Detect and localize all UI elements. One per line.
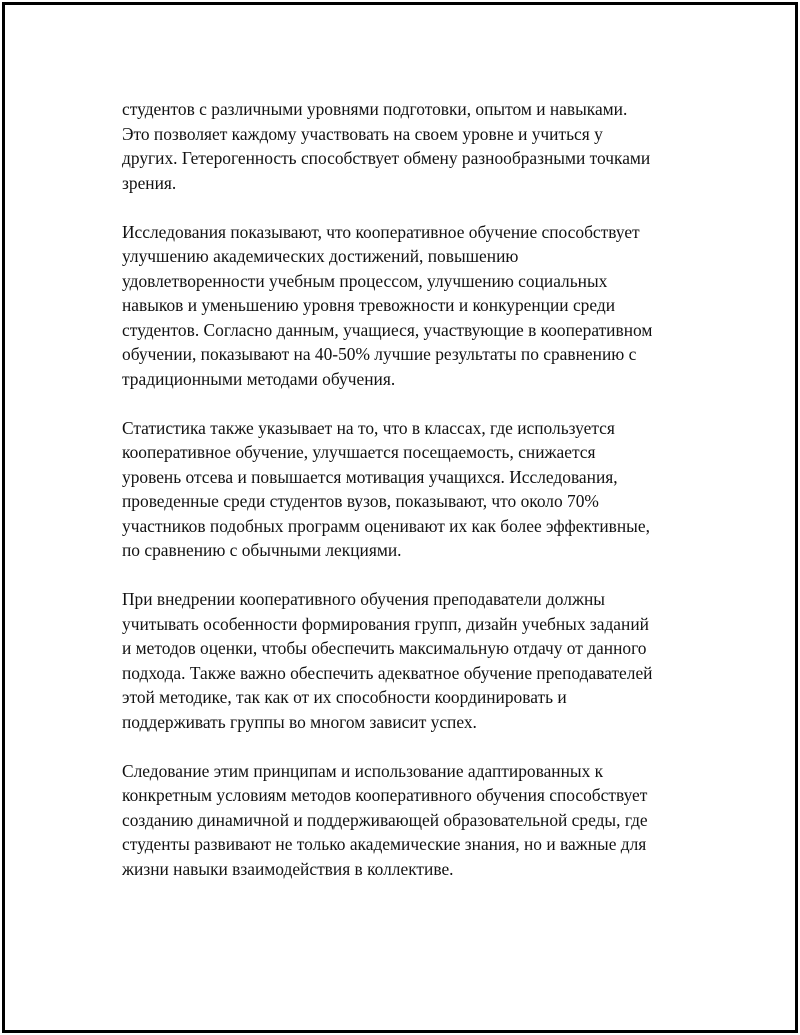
paragraph-4 [122,587,702,734]
text-line: зрения. [122,172,177,193]
text-line: Статистика также указывает на то, что в классах, где используется [122,417,615,438]
text-line: студентов. Согласно данным, учащиеся, участвующие в кооперативном [122,319,653,340]
text-line: кооперативное обучение, улучшается посещаемость, снижается [122,442,596,462]
text-line: учитывать особенности формирования групп, дизайн учебных заданий [122,613,649,634]
paragraph-2 [122,220,702,392]
document-body [122,97,702,906]
text-line: участников подобных программ оценивают их как более эффективные, [122,515,650,536]
text-line: традиционными методами обучения. [122,368,396,389]
text-line: других. Гетерогенность способствует обмену разнообразными точками [122,148,651,168]
text-line: улучшению академических достижений, повышению [122,246,519,266]
text-line: конкретным условиям методов кооперативного обучения способствует [122,785,648,805]
text-line: Исследования показывают, что кооперативное обучение способствует [122,221,640,242]
paragraph-1 [122,97,702,195]
text-line: студенты развивают не только академические знания, но и важные для [122,834,647,854]
text-line: студентов с различными уровнями подготовки, опытом и навыками. [122,99,628,119]
text-line: При внедрении кооперативного обучения преподаватели должны [122,589,605,609]
text-line: по сравнению с обычными лекциями. [122,540,402,560]
paragraph-3 [122,416,702,563]
text-line: проведенные среди студентов вузов, показывают, что около 70% [122,491,599,511]
text-line: уровень отсева и повышается мотивация учащихся. Исследования, [122,466,618,487]
text-line: и методов оценки, чтобы обеспечить максимальную отдачу от данного [122,638,647,658]
text-line: созданию динамичной и поддерживающей образовательной среды, где [122,809,648,830]
text-line: этой методике, так как от их способности координировать и [122,687,567,707]
text-line: Это позволяет каждому участвовать на своем уровне и учиться у [122,123,603,144]
text-line: навыков и уменьшению уровня тревожности и конкуренции среди [122,295,616,315]
text-line: обучении, показывают на 40-50% лучшие результаты по сравнению с [122,344,637,364]
text-line: подхода. Также важно обеспечить адекватное обучение преподавателей [122,662,653,683]
page-frame [2,2,798,1033]
text-line: поддерживать группы во многом зависит успех. [122,711,477,732]
text-line: удовлетворенности учебным процессом, улучшению социальных [122,270,608,291]
text-line: Следование этим принципам и использование адаптированных к [122,760,604,781]
text-line: жизни навыки взаимодействия в коллективе. [122,858,454,879]
paragraph-5 [122,759,702,882]
